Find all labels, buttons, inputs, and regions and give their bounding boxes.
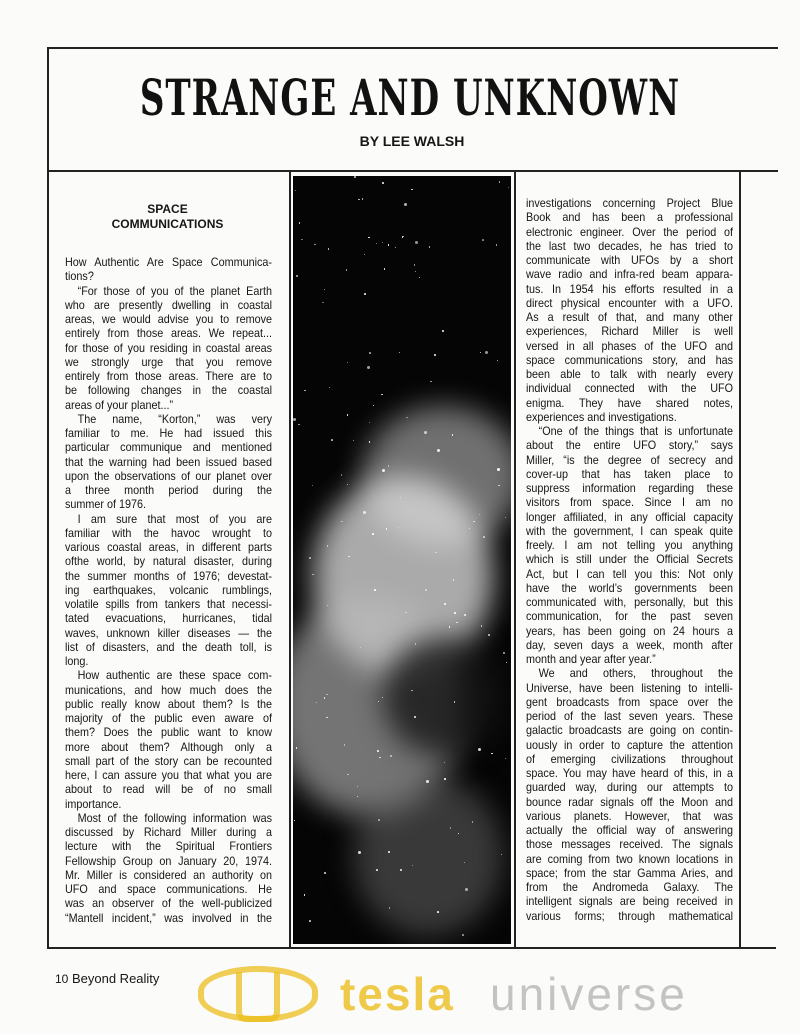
star [399, 352, 401, 354]
star [497, 360, 499, 362]
article-title: STRANGE AND UNKNOWN [139, 70, 681, 128]
star [496, 244, 498, 246]
star [488, 634, 490, 636]
star [415, 643, 417, 645]
text-line: UFO and space communications. He [65, 882, 272, 896]
star [444, 603, 446, 605]
star [389, 907, 391, 909]
text-line: that the warning had been issued based [65, 454, 272, 469]
star [347, 362, 349, 364]
text-line: I am sure that most of you are [77, 511, 272, 526]
star [429, 246, 431, 248]
text-line: the last two decades, he has tried to [526, 238, 733, 253]
page-number: 10 [55, 972, 69, 986]
text-line: entirely from those areas. We repeat... [65, 326, 272, 341]
text-line: experiences and investigations. [526, 409, 677, 424]
text-line: individual connected with the UFO [526, 381, 733, 396]
star [341, 474, 343, 476]
text-line: discussed by Richard Miller during a [65, 825, 272, 839]
text-line: years, has been going on 24 hours a [526, 623, 733, 638]
text-line: period of the last seven years. These [526, 709, 733, 723]
star [379, 757, 381, 759]
text-line: “For those of you of the planet Earth [77, 283, 272, 298]
star [293, 418, 296, 421]
star [505, 758, 507, 760]
publication-name: Beyond Reality [71, 971, 160, 986]
text-line: which is still under the Official Secrets [526, 552, 733, 567]
frame-left-rule [47, 47, 49, 949]
text-line: areas, we would advise you to remove [65, 312, 272, 326]
star [354, 176, 356, 178]
star [341, 521, 343, 523]
text-line: uously in order to capture the attention [526, 737, 733, 752]
star [425, 589, 427, 591]
text-line: the summer months of 1976; devestat- [65, 568, 272, 583]
text-line: various coastal areas, in different parts [65, 540, 272, 554]
column-divider [739, 170, 741, 949]
star [309, 920, 311, 922]
text-line: enigma. They have shared notes, [526, 395, 733, 410]
star [314, 244, 316, 246]
star [372, 533, 374, 535]
star [304, 390, 306, 392]
star [464, 862, 466, 864]
text-line: tus. In 1954 his efforts resulted in a [526, 281, 733, 296]
text-line: Act, but I can tell you this: Not only [526, 566, 733, 581]
star [294, 820, 296, 822]
star [347, 414, 349, 416]
text-line: been able to talk with nearly every [526, 367, 733, 381]
star [449, 626, 451, 628]
text-line: be following changes in the coastal [65, 383, 272, 398]
star [464, 614, 466, 616]
watermark-word: tesla [340, 968, 455, 1020]
text-line: we strongly urge that you remove [65, 354, 272, 369]
star [395, 247, 397, 249]
galaxy-photo [293, 176, 511, 944]
star [378, 819, 380, 821]
text-line: “One of the things that is unfortunate [538, 424, 733, 438]
text-line: Universe, have been listening to intelli- [526, 680, 733, 695]
star [347, 484, 349, 486]
text-line: versed in all phases of the UFO and [526, 338, 733, 353]
star [388, 244, 390, 246]
text-line: Most of the following information was [77, 810, 272, 825]
text-line: Mr. Miller is considered an authority on [65, 867, 272, 882]
text-line: areas of your planet...” [65, 397, 174, 412]
star [442, 330, 444, 332]
watermark-logo-icon [198, 966, 318, 1022]
star [376, 869, 378, 871]
text-line: communicate with UFOs by a short [526, 253, 733, 267]
column-divider [514, 170, 516, 949]
frame-bottom-rule [48, 947, 776, 949]
text-line: space; from the star Gamma Aries, and [526, 865, 733, 880]
text-line: freely. I am not telling you anything [526, 538, 733, 552]
text-line: longer affiliated, in any official capacity [526, 509, 733, 524]
star [374, 589, 376, 591]
star [304, 894, 306, 896]
section-heading-line: SPACE [147, 202, 188, 216]
text-line: upon the observations of our planet over [65, 468, 272, 483]
text-line: from the Andromeda Galaxy. The [526, 880, 733, 894]
star [381, 394, 383, 396]
star [454, 701, 456, 703]
text-line: about the entire UFO story,” says [526, 438, 733, 453]
text-line: space communications story, and has [526, 352, 733, 367]
byline: BY LEE WALSH [359, 133, 465, 149]
text-line: direct physical encounter with a UFO. [526, 295, 733, 310]
star [437, 911, 439, 913]
star [434, 354, 436, 356]
text-line: guarded way, during our attempts to [526, 780, 733, 795]
star [312, 574, 314, 576]
text-line: various planets. However, that was [526, 808, 733, 823]
text-line: actually the official way of answering [526, 823, 733, 837]
text-line: about to read will be of no small [65, 782, 272, 797]
text-line: them? Does the public want to know [65, 725, 272, 740]
text-line: small part of the story can be recounted [65, 753, 272, 768]
left-text-column [65, 255, 272, 925]
text-line: How authentic are these space com- [77, 668, 272, 683]
star [322, 302, 324, 304]
text-line: summer of 1976. [65, 497, 147, 512]
star [404, 203, 407, 206]
text-line: are coming from two known locations in [526, 851, 733, 866]
text-line: wave radio and infra-red beam appara- [526, 267, 733, 282]
star [462, 934, 464, 936]
star [357, 796, 359, 798]
star [362, 198, 364, 200]
star [465, 888, 468, 891]
star [324, 872, 326, 874]
header-bottom-rule [48, 170, 778, 172]
text-line: a three month period during the [65, 483, 272, 497]
star [478, 748, 481, 751]
star [506, 662, 508, 664]
text-line: volatile spills from tankers that necessi- [65, 597, 272, 611]
star [364, 293, 366, 295]
text-line: We and others, throughout the [538, 666, 733, 681]
text-line: bounce radar signals off the Moon and [526, 794, 733, 809]
text-line: suppress information regarding these [526, 481, 733, 495]
star [299, 222, 301, 224]
text-line: those messages received. The signals [526, 837, 733, 852]
text-line: month and year after year.” [526, 652, 656, 666]
text-line: majority of the public even aware of [65, 711, 272, 725]
text-line: “Mantell incident,” was involved in the [65, 910, 272, 925]
text-line: Book and has been a professional [526, 210, 733, 225]
star [411, 189, 413, 191]
text-line: who are presently dwelling in coastal [65, 297, 272, 312]
text-line: munications, and how much does the [65, 682, 272, 697]
star [480, 352, 482, 354]
star [331, 439, 333, 441]
text-line: list of disasters, and the death toll, is [65, 639, 272, 654]
star [368, 237, 370, 239]
text-line: public really know about them? Is the [65, 696, 272, 711]
star [491, 753, 493, 755]
text-line: entirely from those areas. There are to [65, 369, 272, 383]
star [369, 441, 371, 443]
star [415, 241, 418, 244]
text-line: ofthe world, by natural disaster, during [65, 554, 272, 569]
star [353, 440, 355, 442]
text-line: more about them? Although only a [65, 739, 272, 754]
text-line: ing earthquakes, volcanic rumblings, [65, 582, 272, 597]
text-line: space. You may have heard of this, in a [526, 766, 733, 780]
nebula-cloud [353, 776, 503, 936]
star [414, 264, 416, 266]
star [364, 254, 366, 256]
right-text-column [526, 196, 733, 923]
star [415, 271, 417, 273]
star [482, 239, 484, 241]
text-line: cover-up that has taken place to [526, 466, 733, 481]
star [454, 612, 456, 614]
text-line: investigations concerning Project Blue [526, 196, 733, 210]
text-line: tions? [65, 269, 94, 284]
section-heading [60, 202, 275, 231]
star [499, 181, 501, 183]
text-line: waves, unknown killer diseases — the [65, 625, 272, 640]
star [377, 750, 379, 752]
text-line: tated evacuations, hurricanes, tidal [65, 611, 272, 626]
text-line: Fellowship Group on January 20, 1974. [65, 853, 272, 868]
star [369, 352, 371, 354]
text-line: of emerging civilizations throughout [526, 751, 733, 766]
text-line: was an observer of the well-publicized [65, 896, 272, 911]
star [298, 424, 300, 426]
star [296, 747, 298, 749]
watermark-word: universe [490, 968, 688, 1020]
star [295, 190, 297, 192]
text-line: particular communique and mentioned [65, 440, 272, 455]
section-heading-line: COMMUNICATIONS [111, 216, 224, 231]
star [450, 827, 452, 829]
column-divider [289, 170, 291, 949]
page-footer [55, 971, 159, 986]
text-line: communication, for the past seven [526, 609, 733, 624]
star [312, 485, 314, 487]
watermark [190, 962, 750, 1028]
star [483, 536, 485, 538]
star [384, 268, 386, 270]
text-line: lecture with the Spiritual Frontiers [65, 839, 272, 854]
star [346, 269, 348, 271]
text-line: day, seven days a week, month after [526, 637, 733, 652]
star [382, 242, 384, 244]
text-line: various forms; through mathematical [526, 908, 733, 923]
star [390, 755, 392, 757]
star [430, 381, 432, 383]
text-line: importance. [65, 796, 122, 811]
star [503, 652, 505, 654]
star [358, 199, 360, 201]
watermark-logo-icon [236, 972, 280, 1022]
text-line: for those of you residing in coastal areas [65, 340, 272, 355]
star [376, 243, 378, 245]
star [373, 405, 375, 407]
star [405, 612, 407, 614]
frame-top-rule [48, 47, 778, 49]
star [328, 248, 330, 250]
star [347, 774, 349, 776]
star [309, 557, 311, 559]
text-line: visitors from space. Since I am no [526, 495, 733, 510]
star [472, 821, 474, 823]
star [481, 625, 483, 627]
text-line: How Authentic Are Space Communica- [65, 255, 272, 269]
star [382, 182, 384, 184]
star [324, 289, 326, 291]
text-line: As a result of that, and many other [526, 310, 733, 324]
text-line: with the government, I can speak quite [526, 523, 733, 538]
text-line: long. [65, 654, 89, 668]
text-line: familiar with the havoc wrought to [65, 525, 272, 540]
star [508, 187, 510, 189]
nebula-cloud [383, 636, 503, 756]
star [367, 366, 370, 369]
text-line: Miller, “is the degree of secrecy and [526, 452, 733, 467]
star [400, 869, 402, 871]
star [485, 351, 488, 354]
text-line: experiences, Richard Miller is well [526, 324, 733, 339]
star [369, 422, 371, 424]
star [444, 778, 446, 780]
star [414, 716, 416, 718]
star [296, 275, 298, 277]
star [419, 277, 421, 279]
text-line: here, I can assure you that what you are [65, 768, 272, 782]
star [388, 851, 390, 853]
text-line: gent broadcasts from space over the [526, 694, 733, 709]
text-line: The name, “Korton,” was very [77, 411, 272, 426]
star [327, 545, 329, 547]
text-line: galactic broadcasts are going on contin- [526, 723, 733, 738]
text-line: electronic engineer. Over the period of [526, 224, 733, 239]
text-line: familiar to me. He had issued this [65, 426, 272, 440]
text-line: communicated with, personally, but this [526, 595, 733, 609]
text-line: intelligent signals are being received in [526, 894, 733, 909]
text-line: have the world’s governments been [526, 580, 733, 595]
star [301, 239, 303, 241]
star [329, 387, 331, 389]
